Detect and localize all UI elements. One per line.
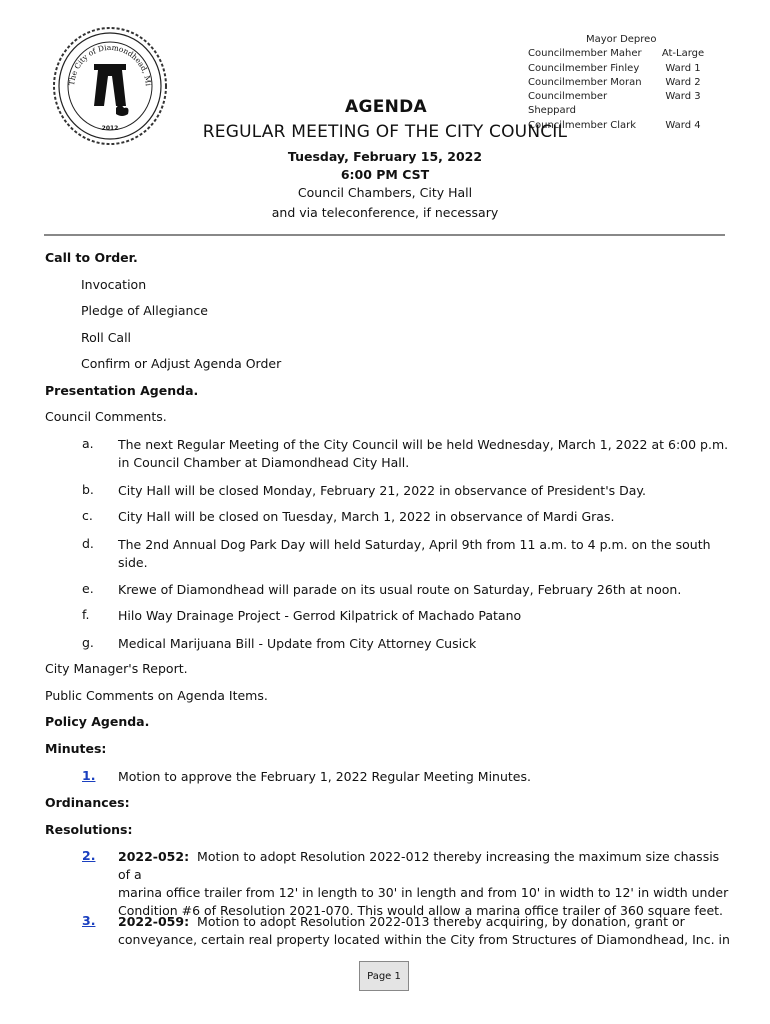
resolution-item-link[interactable]: 2. xyxy=(82,848,96,863)
member-ward: Ward 1 xyxy=(665,62,701,74)
comment-line: in Council Chamber at Diamondhead City Hall. xyxy=(118,455,410,470)
call-to-order-heading: Call to Order. xyxy=(45,250,138,265)
meeting-title-text: REGULAR MEETING OF THE CITY COUNCIL xyxy=(202,122,568,142)
public-comments-heading: Public Comments on Agenda Items. xyxy=(45,688,268,703)
presentation-heading: Presentation Agenda. xyxy=(45,383,199,398)
member-ward: Ward 3 xyxy=(665,91,701,103)
minutes-item-text: Motion to approve the February 1, 2022 Regular Meeting Minutes. xyxy=(118,769,531,784)
comment-label: d. xyxy=(82,536,94,551)
svg-text:2012: 2012 xyxy=(101,125,119,132)
council-member-row xyxy=(528,47,708,61)
minutes-heading: Minutes: xyxy=(45,741,107,756)
comment-label: b. xyxy=(82,482,94,497)
comment-label: e. xyxy=(82,581,94,596)
meeting-location: Council Chambers, City Hall xyxy=(297,185,473,200)
comment-label: f. xyxy=(82,607,90,622)
council-comments-heading: Council Comments. xyxy=(45,409,167,424)
comment-label: c. xyxy=(82,508,93,523)
call-item: Confirm or Adjust Agenda Order xyxy=(81,356,282,371)
minutes-item-link[interactable]: 1. xyxy=(82,768,96,783)
member-ward: Ward 2 xyxy=(665,76,701,88)
call-item: Roll Call xyxy=(81,330,132,345)
comment-label: a. xyxy=(82,436,94,451)
city-manager-heading: City Manager's Report. xyxy=(45,661,188,676)
comment-text: Hilo Way Drainage Project - Gerrod Kilpatrick of Machado Patano xyxy=(118,608,522,623)
mayor-line xyxy=(528,33,708,47)
header-divider xyxy=(44,234,725,236)
meeting-date: Tuesday, February 15, 2022 xyxy=(287,149,483,164)
member-ward: Ward 4 xyxy=(665,119,701,131)
comment-text: Krewe of Diamondhead will parade on its usual route on Saturday, February 26th at noon. xyxy=(118,582,682,597)
member-ward: At-Large xyxy=(661,48,705,60)
resolution-code: 2022-059: xyxy=(118,914,190,929)
resolution-line xyxy=(118,848,730,884)
meeting-time: 6:00 PM CST xyxy=(340,167,430,182)
ordinances-heading: Ordinances: xyxy=(45,795,130,810)
council-roster xyxy=(528,33,708,133)
meeting-via: and via teleconference, if necessary xyxy=(271,205,499,220)
comment-line: The 2nd Annual Dog Park Day will held Saturday, April 9th from 11 a.m. to 4 p.m. on the south xyxy=(118,537,711,552)
comment-text: City Hall will be closed Monday, February 21, 2022 in observance of President's Day. xyxy=(118,483,646,498)
resolution-code: 2022-052: xyxy=(118,849,190,864)
resolution-line-text: Motion to adopt Resolution 2022-013 thereby acquiring, by donation, grant or xyxy=(197,914,685,929)
comment-label: g. xyxy=(82,635,94,650)
comment-line: The next Regular Meeting of the City Council will be held Wednesday, March 1, 2022 at 6:00 p.m. xyxy=(118,437,729,452)
council-member-row xyxy=(528,62,708,76)
member-name: Councilmember Maher xyxy=(528,48,642,60)
resolution-line: marina office trailer from 12' in length to 30' in length and from 10' in width to 12' in width under xyxy=(118,885,729,900)
call-item: Invocation xyxy=(81,277,147,292)
member-name: Councilmember Sheppard xyxy=(528,91,608,117)
call-item: Pledge of Allegiance xyxy=(81,303,208,318)
resolution-line-text: Motion to adopt Resolution 2022-012 thereby increasing the maximum size chassis of a xyxy=(118,849,720,882)
resolution-item-text xyxy=(118,913,730,949)
policy-heading: Policy Agenda. xyxy=(45,714,150,729)
comment-text xyxy=(118,536,730,572)
agenda-title: AGENDA xyxy=(345,97,428,117)
member-name: Councilmember Finley xyxy=(528,62,640,74)
council-member-row xyxy=(528,76,708,90)
member-name: Councilmember Clark xyxy=(528,119,637,131)
resolution-line: Condition #6 of Resolution 2021-070. This would allow a marina office trailer of 360 square feet. xyxy=(118,903,724,918)
svg-text:The City of Diamondhead, Missi: The City of Diamondhead, Mi xyxy=(67,42,153,87)
meeting-title xyxy=(0,122,770,142)
resolutions-heading: Resolutions: xyxy=(45,822,133,837)
resolution-line xyxy=(118,913,730,931)
comment-text: City Hall will be closed on Tuesday, March 1, 2022 in observance of Mardi Gras. xyxy=(118,509,615,524)
comment-text: Medical Marijuana Bill - Update from City Attorney Cusick xyxy=(118,636,477,651)
council-member-row xyxy=(528,90,708,119)
resolution-item-text xyxy=(118,848,730,920)
resolution-item-link[interactable]: 3. xyxy=(82,913,96,928)
member-name: Councilmember Moran xyxy=(528,76,642,88)
mayor-name: Mayor Depreo xyxy=(586,34,657,45)
comment-line: side. xyxy=(118,555,148,570)
resolution-line: conveyance, certain real property located within the City from Structures of Diamondhead, Inc. in xyxy=(118,932,730,947)
page-number-badge: Page 1 xyxy=(359,961,409,991)
comment-text xyxy=(118,436,730,472)
